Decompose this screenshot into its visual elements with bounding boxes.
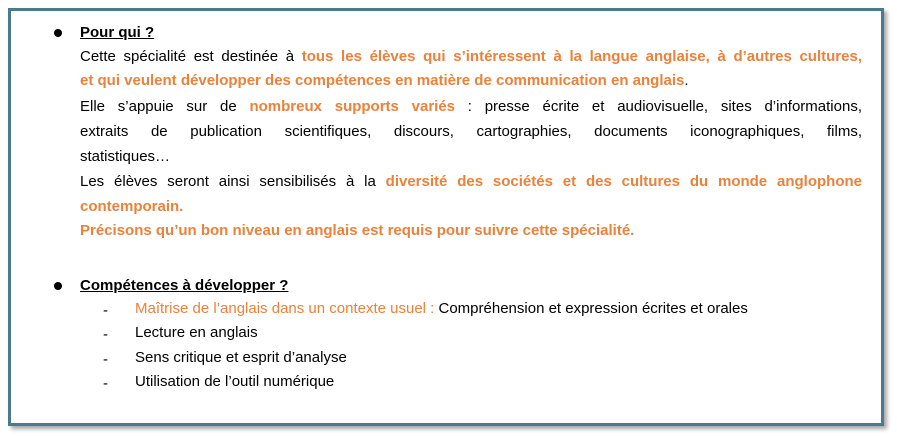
dash-icon: -	[103, 326, 108, 343]
bullet-icon	[54, 282, 62, 290]
list-item: Maîtrise de l’anglais dans un contexte usuel : Compréhension et expression écrites et orales	[135, 300, 748, 317]
list-item: Utilisation de l’outil numérique	[135, 373, 335, 390]
list-item: Lecture en anglais	[135, 324, 258, 341]
section-heading-competences: Compétences à développer ?	[80, 277, 289, 294]
dash-icon: -	[103, 375, 108, 392]
section-heading-pour-qui: Pour qui ?	[80, 24, 155, 41]
paragraph-line: et qui veulent développer des compétences en matière de communication en anglais.	[80, 72, 689, 89]
list-item: Sens critique et esprit d’analyse	[135, 349, 347, 366]
paragraph-line: extraits de publication scientifiques, discours, cartographies, documents iconographiques, films,	[80, 123, 862, 140]
paragraph-line: statistiques…	[80, 148, 171, 165]
dash-icon: -	[103, 302, 108, 319]
paragraph-line: Cette spécialité est destinée à tous les élèves qui s’intéressent à la langue anglaise, à d’autres cultures,	[80, 48, 862, 65]
paragraph-line: contemporain.	[80, 198, 184, 215]
paragraph-line: Les élèves seront ainsi sensibilisés à la diversité des sociétés et des cultures du monde anglophone	[80, 173, 862, 190]
paragraph-line: Précisons qu’un bon niveau en anglais est requis pour suivre cette spécialité.	[80, 222, 635, 239]
paragraph-line: Elle s’appuie sur de nombreux supports variés : presse écrite et audiovisuelle, sites d’informations,	[80, 98, 862, 115]
dash-icon: -	[103, 351, 108, 368]
bullet-icon	[54, 29, 62, 37]
